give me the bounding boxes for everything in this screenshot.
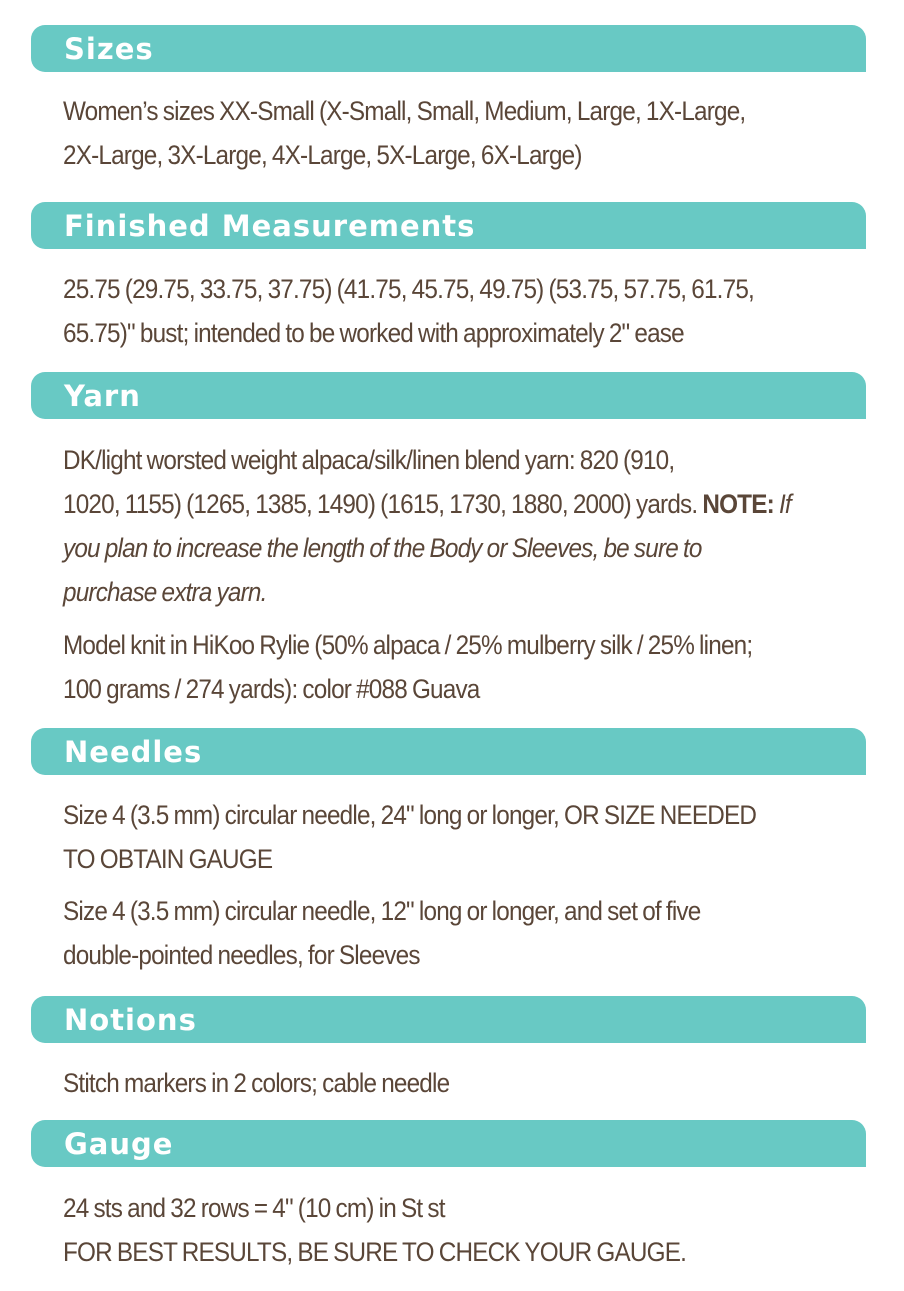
needles-text-2: Size 4 (3.5 mm) circular needle, 12" long or longer, and set of five double-pointed needles, for Sleeves — [63, 896, 701, 970]
section-header-notions — [31, 996, 866, 1043]
section-title-needles: Needles — [64, 735, 203, 769]
section-title-sizes: Sizes — [64, 32, 154, 66]
model-yarn-text: Model knit in HiKoo Rylie (50% alpaca / 25% mulberry silk / 25% linen; 100 grams / 274 yards): color #088 Guava — [63, 630, 753, 704]
section-header-gauge — [31, 1120, 866, 1167]
section-title-notions: Notions — [64, 1003, 197, 1037]
gauge-text: 24 sts and 32 rows = 4" (10 cm) in St st FOR BEST RESULTS, BE SURE TO CHECK YOUR GAUGE. — [63, 1193, 687, 1267]
notions-text: Stitch markers in 2 colors; cable needle — [63, 1068, 450, 1098]
section-title-yarn: Yarn — [64, 379, 141, 413]
sizes-text: Women’s sizes XX-Small (X-Small, Small, Medium, Large, 1X-Large, 2X-Large, 3X-Large, 4X-Large, 5X-Large, 6X-Large) — [63, 96, 746, 170]
note-label: NOTE: — [702, 489, 774, 519]
finished-measurements-text: 25.75 (29.75, 33.75, 37.75) (41.75, 45.75, 49.75) (53.75, 57.75, 61.75, 65.75)" bust; intended to be worked with approximately 2" ease — [63, 274, 754, 348]
section-title-finished-measurements: Finished Measurements — [64, 209, 476, 243]
needles-text-1: Size 4 (3.5 mm) circular needle, 24" long or longer, OR SIZE NEEDED TO OBTAIN GAUGE — [63, 800, 757, 874]
section-title-gauge: Gauge — [64, 1127, 174, 1161]
yarn-text: DK/light worsted weight alpaca/silk/linen blend yarn: 820 (910, 1020, 1155) (1265, 1385, 1490) (1615, 1730, 1880, 2000) yards. NOTE: If you plan to increase the length of the Body or Sleeves, be sure to purchase extra yarn. — [63, 445, 791, 607]
section-header-sizes — [31, 25, 866, 72]
section-header-finished-measurements — [31, 202, 866, 249]
section-header-needles — [31, 728, 866, 775]
section-header-yarn — [31, 372, 866, 419]
